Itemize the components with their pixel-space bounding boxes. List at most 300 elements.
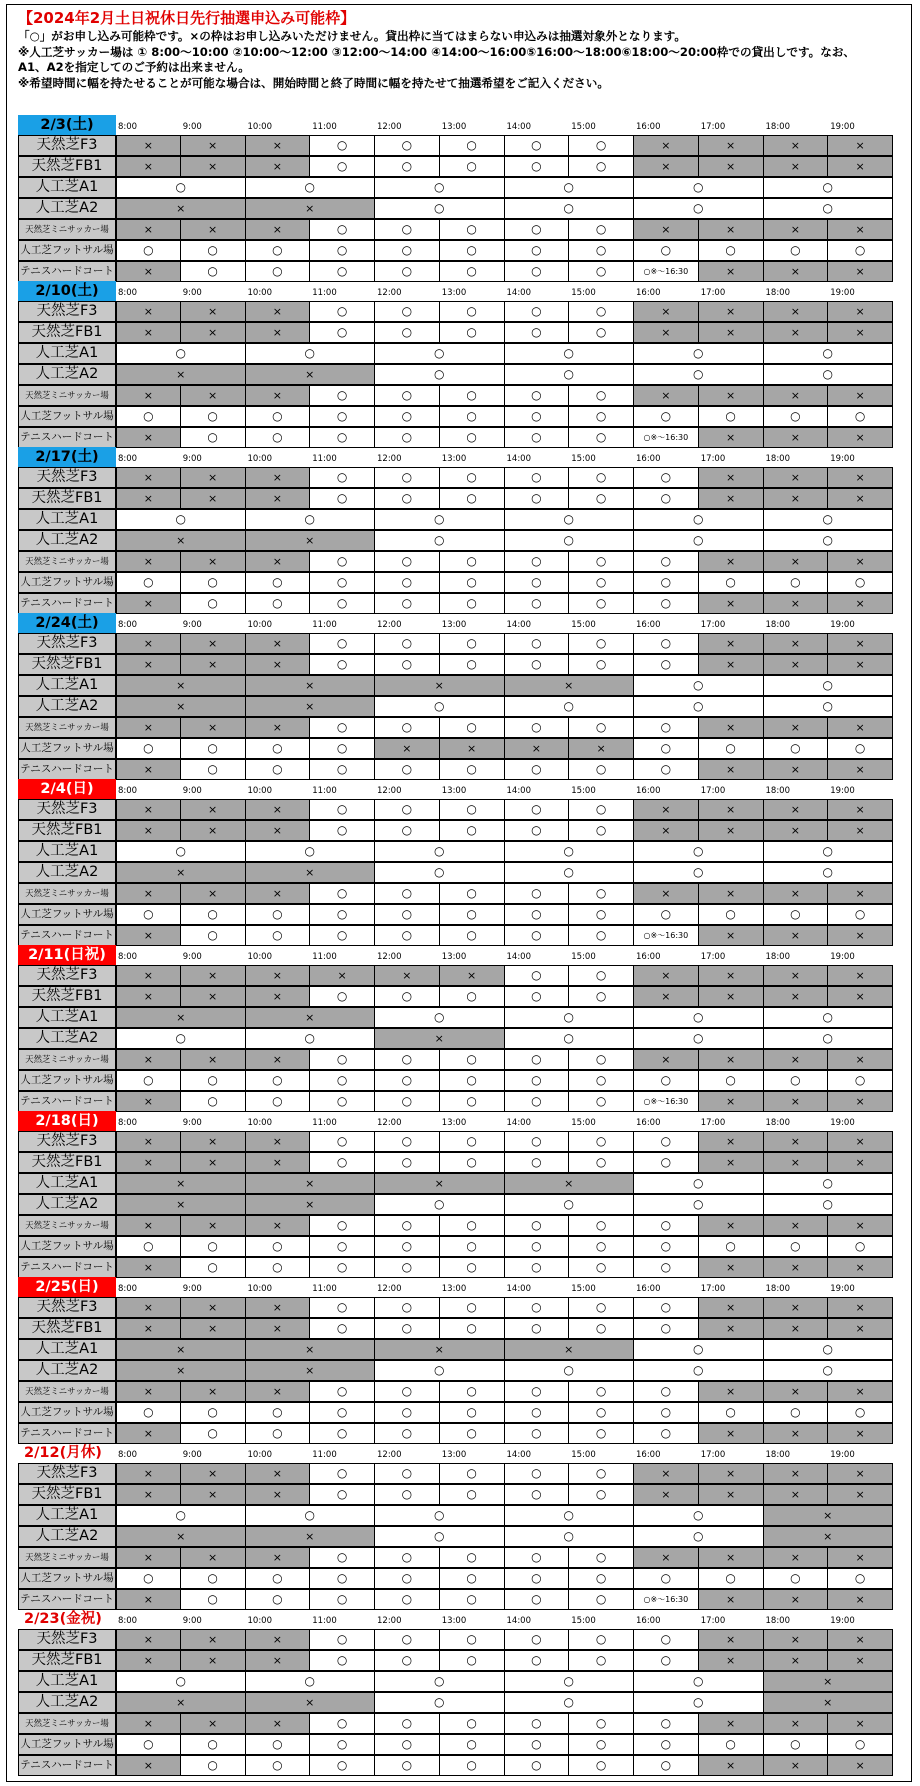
facility-row bbox=[18, 1028, 893, 1049]
day-header bbox=[18, 1277, 893, 1297]
slot-available: ○ bbox=[245, 240, 311, 261]
facility-label: 天然芝ミニサッカー場 bbox=[18, 551, 116, 572]
slot-unavailable: × bbox=[374, 1339, 505, 1360]
facility-row bbox=[18, 1131, 893, 1152]
slot-available: ○ bbox=[439, 633, 505, 654]
slot-unavailable: × bbox=[116, 1547, 181, 1568]
facility-label: 人工芝A1 bbox=[18, 675, 116, 696]
hour-label: 13:00 bbox=[441, 1450, 467, 1460]
facility-label: 天然芝FB1 bbox=[18, 820, 116, 841]
slot-available: ○ bbox=[568, 1318, 634, 1339]
slot-available: ○ bbox=[439, 427, 505, 448]
slot-unavailable: × bbox=[245, 696, 376, 717]
hour-label: 8:00 bbox=[118, 1616, 138, 1626]
hour-label: 16:00 bbox=[636, 1284, 661, 1294]
slot-available: ○ bbox=[374, 385, 440, 406]
facility-label: 天然芝F3 bbox=[18, 301, 116, 322]
slot-available: ○ bbox=[439, 1297, 505, 1318]
slot-unavailable: × bbox=[763, 1257, 829, 1278]
slot-available: ○ bbox=[827, 738, 893, 759]
slot-unavailable: × bbox=[698, 593, 764, 614]
slot-available: ○ bbox=[504, 1650, 570, 1671]
slot-available: ○ bbox=[763, 364, 894, 385]
slot-unavailable: × bbox=[763, 1318, 829, 1339]
hour-label: 13:00 bbox=[441, 454, 467, 464]
slot-available: ○ bbox=[309, 1463, 375, 1484]
hour-label: 14:00 bbox=[506, 288, 531, 298]
slot-available: ○ bbox=[827, 1734, 893, 1755]
slot-unavailable: × bbox=[698, 1629, 764, 1650]
slot-unavailable: × bbox=[245, 1463, 311, 1484]
slot-available: ○ bbox=[633, 1131, 699, 1152]
slot-available: ○ bbox=[245, 343, 376, 364]
facility-row bbox=[18, 1318, 893, 1339]
slot-unavailable: × bbox=[827, 1629, 893, 1650]
hour-label: 14:00 bbox=[506, 1284, 531, 1294]
slot-available: ○ bbox=[633, 654, 699, 675]
slot-available: ○ bbox=[633, 841, 764, 862]
slot-available: ○ bbox=[180, 1734, 246, 1755]
slot-unavailable: × bbox=[827, 1049, 893, 1070]
slot-unavailable: × bbox=[763, 799, 829, 820]
hour-label: 16:00 bbox=[636, 122, 661, 132]
slot-unavailable: × bbox=[698, 135, 764, 156]
slot-unavailable: × bbox=[180, 1297, 246, 1318]
hour-label: 14:00 bbox=[506, 454, 531, 464]
slot-unavailable: × bbox=[763, 1671, 894, 1692]
slot-available: ○ bbox=[504, 1257, 570, 1278]
slot-unavailable: × bbox=[116, 883, 181, 904]
slot-unavailable: × bbox=[827, 1381, 893, 1402]
facility-label: テニスハードコート bbox=[18, 1091, 116, 1112]
slot-unavailable: × bbox=[763, 1423, 829, 1444]
slot-unavailable: × bbox=[180, 633, 246, 654]
hour-label: 18:00 bbox=[765, 1450, 790, 1460]
slot-unavailable: × bbox=[245, 675, 376, 696]
facility-label: 天然芝FB1 bbox=[18, 322, 116, 343]
slot-available: ○ bbox=[374, 1007, 505, 1028]
slot-available: ○ bbox=[504, 633, 570, 654]
slot-unavailable: × bbox=[763, 467, 829, 488]
slot-available: ○ bbox=[374, 1402, 440, 1423]
hour-label: 12:00 bbox=[377, 1118, 402, 1128]
slot-available: ○ bbox=[439, 1484, 505, 1505]
slot-available: ○ bbox=[504, 240, 570, 261]
slot-available: ○ bbox=[439, 799, 505, 820]
slot-unavailable: × bbox=[180, 551, 246, 572]
hour-label: 13:00 bbox=[441, 1118, 467, 1128]
slot-available: ○ bbox=[374, 177, 505, 198]
slot-available: ○ bbox=[504, 593, 570, 614]
slot-available: ○ bbox=[116, 1671, 246, 1692]
slot-unavailable: × bbox=[116, 551, 181, 572]
slot-available: ○ bbox=[763, 841, 894, 862]
slot-available: ○ bbox=[374, 1463, 440, 1484]
slot-available: ○ bbox=[633, 467, 699, 488]
slot-unavailable: × bbox=[245, 799, 311, 820]
slot-available: ○ bbox=[309, 654, 375, 675]
slot-unavailable: × bbox=[698, 965, 764, 986]
slot-available: ○ bbox=[633, 633, 699, 654]
facility-row bbox=[18, 488, 893, 509]
slot-unavailable: × bbox=[763, 322, 829, 343]
slot-available: ○ bbox=[180, 1091, 246, 1112]
facility-label: 天然芝ミニサッカー場 bbox=[18, 1713, 116, 1734]
facility-label: 天然芝ミニサッカー場 bbox=[18, 883, 116, 904]
slot-unavailable: × bbox=[827, 1423, 893, 1444]
slot-unavailable: × bbox=[698, 759, 764, 780]
slot-unavailable: × bbox=[245, 1547, 311, 1568]
slot-available: ○ bbox=[763, 1734, 829, 1755]
slot-unavailable: × bbox=[245, 1650, 311, 1671]
slot-available: ○ bbox=[633, 759, 699, 780]
facility-row bbox=[18, 261, 893, 282]
page-title: 【2024年2月土日祝休日先行抽選申込み可能枠】 bbox=[18, 9, 356, 27]
slot-unavailable: × bbox=[698, 385, 764, 406]
slot-unavailable: × bbox=[698, 219, 764, 240]
slot-available: ○ bbox=[309, 1629, 375, 1650]
slot-available: ○ bbox=[568, 261, 634, 282]
slot-available: ○ bbox=[374, 1650, 440, 1671]
slot-available: ○ bbox=[763, 1360, 894, 1381]
slot-unavailable: × bbox=[698, 1049, 764, 1070]
slot-available: ○ bbox=[245, 1423, 311, 1444]
slot-unavailable: × bbox=[633, 986, 699, 1007]
slot-available: ○ bbox=[504, 759, 570, 780]
slot-unavailable: × bbox=[180, 1318, 246, 1339]
facility-row bbox=[18, 841, 893, 862]
hour-label: 15:00 bbox=[571, 288, 596, 298]
hour-label: 12:00 bbox=[377, 1284, 402, 1294]
hour-label: 10:00 bbox=[247, 1118, 272, 1128]
day-date-label: 2/23(金祝) bbox=[24, 1611, 102, 1627]
facility-label: 人工芝A1 bbox=[18, 509, 116, 530]
slot-unavailable: × bbox=[504, 675, 635, 696]
slot-unavailable: × bbox=[374, 1173, 505, 1194]
day-header bbox=[18, 115, 893, 135]
slot-available: ○ bbox=[504, 986, 570, 1007]
hour-header-row bbox=[116, 1277, 893, 1297]
slot-available: ○ bbox=[633, 364, 764, 385]
slot-unavailable: × bbox=[827, 759, 893, 780]
slot-available: ○ bbox=[504, 965, 570, 986]
slot-available: ○ bbox=[439, 261, 505, 282]
slot-available: ○ bbox=[633, 1028, 764, 1049]
facility-row bbox=[18, 1236, 893, 1257]
slot-unavailable: × bbox=[504, 1339, 635, 1360]
slot-available: ○ bbox=[245, 1589, 311, 1610]
slot-available: ○ bbox=[374, 1589, 440, 1610]
slot-unavailable: × bbox=[116, 1152, 181, 1173]
facility-label: 天然芝F3 bbox=[18, 965, 116, 986]
slot-available: ○ bbox=[504, 406, 570, 427]
slot-available: ○ bbox=[763, 675, 894, 696]
slot-unavailable: × bbox=[116, 385, 181, 406]
slot-available: ○ bbox=[439, 467, 505, 488]
slot-available: ○ bbox=[309, 986, 375, 1007]
slot-unavailable: × bbox=[763, 385, 829, 406]
facility-row bbox=[18, 1671, 893, 1692]
slot-available: ○ bbox=[439, 820, 505, 841]
slot-available: ○ bbox=[374, 1215, 440, 1236]
hour-header-row bbox=[116, 115, 893, 135]
hour-label: 12:00 bbox=[377, 1616, 402, 1626]
slot-available: ○ bbox=[504, 1318, 570, 1339]
slot-available: ○※～16:30 bbox=[633, 925, 699, 946]
hour-label: 10:00 bbox=[247, 1284, 272, 1294]
slot-unavailable: × bbox=[245, 1297, 311, 1318]
facility-row bbox=[18, 135, 893, 156]
slot-available: ○ bbox=[568, 1463, 634, 1484]
hour-label: 10:00 bbox=[247, 1450, 272, 1460]
slot-available: ○ bbox=[116, 1402, 181, 1423]
slot-unavailable: × bbox=[245, 1629, 311, 1650]
slot-available: ○ bbox=[245, 1236, 311, 1257]
slot-unavailable: × bbox=[245, 1360, 376, 1381]
slot-available: ○ bbox=[633, 1650, 699, 1671]
slot-available: ○ bbox=[504, 1568, 570, 1589]
hour-label: 11:00 bbox=[312, 288, 337, 298]
slot-unavailable: × bbox=[180, 1484, 246, 1505]
hour-label: 17:00 bbox=[700, 454, 726, 464]
slot-available: ○ bbox=[504, 1423, 570, 1444]
facility-label: テニスハードコート bbox=[18, 1257, 116, 1278]
slot-available: ○ bbox=[568, 1049, 634, 1070]
slot-available: ○ bbox=[568, 1402, 634, 1423]
day-date-label: 2/4(日) bbox=[18, 779, 116, 799]
slot-available: ○ bbox=[827, 1070, 893, 1091]
slot-available: ○ bbox=[374, 1526, 505, 1547]
slot-available: ○ bbox=[116, 1734, 181, 1755]
slot-available: ○ bbox=[568, 1629, 634, 1650]
slot-available: ○ bbox=[309, 219, 375, 240]
slot-unavailable: × bbox=[763, 1629, 829, 1650]
slot-unavailable: × bbox=[633, 1547, 699, 1568]
facility-label: 天然芝F3 bbox=[18, 633, 116, 654]
slot-available: ○ bbox=[439, 1381, 505, 1402]
slot-available: ○ bbox=[633, 406, 699, 427]
slot-available: ○ bbox=[633, 738, 699, 759]
facility-row bbox=[18, 301, 893, 322]
slot-available: ○ bbox=[245, 1505, 376, 1526]
facility-row bbox=[18, 572, 893, 593]
slot-available: ○ bbox=[374, 572, 440, 593]
slot-available: ○ bbox=[180, 1070, 246, 1091]
slot-available: ○ bbox=[763, 509, 894, 530]
hour-header-row bbox=[116, 945, 893, 965]
slot-available: ○ bbox=[698, 904, 764, 925]
slot-available: ○ bbox=[374, 1484, 440, 1505]
slot-unavailable: × bbox=[698, 467, 764, 488]
facility-row bbox=[18, 1568, 893, 1589]
hour-label: 17:00 bbox=[700, 1118, 726, 1128]
slot-available: ○ bbox=[309, 1650, 375, 1671]
slot-available: ○ bbox=[439, 1236, 505, 1257]
slot-available: ○ bbox=[439, 572, 505, 593]
facility-row bbox=[18, 1049, 893, 1070]
slot-unavailable: × bbox=[245, 654, 311, 675]
hour-label: 17:00 bbox=[700, 952, 726, 962]
slot-available: ○ bbox=[504, 841, 635, 862]
slot-available: ○ bbox=[374, 1629, 440, 1650]
slot-available: ○ bbox=[374, 1194, 505, 1215]
facility-row bbox=[18, 883, 893, 904]
hour-label: 19:00 bbox=[830, 952, 855, 962]
slot-unavailable: × bbox=[116, 1194, 246, 1215]
slot-available: ○ bbox=[633, 1423, 699, 1444]
slot-unavailable: × bbox=[827, 551, 893, 572]
slot-available: ○ bbox=[698, 1402, 764, 1423]
slot-available: ○ bbox=[504, 1070, 570, 1091]
slot-available: ○ bbox=[698, 738, 764, 759]
slot-available: ○ bbox=[827, 1402, 893, 1423]
slot-unavailable: × bbox=[763, 820, 829, 841]
slot-unavailable: × bbox=[245, 965, 311, 986]
hour-label: 18:00 bbox=[765, 952, 790, 962]
slot-unavailable: × bbox=[116, 219, 181, 240]
slot-available: ○ bbox=[568, 156, 634, 177]
hour-label: 14:00 bbox=[506, 786, 531, 796]
day-header bbox=[18, 1609, 893, 1629]
slot-available: ○ bbox=[439, 135, 505, 156]
slot-unavailable: × bbox=[827, 654, 893, 675]
slot-unavailable: × bbox=[827, 385, 893, 406]
slot-available: ○ bbox=[439, 717, 505, 738]
day-date-label: 2/24(土) bbox=[18, 613, 116, 633]
slot-available: ○ bbox=[439, 1568, 505, 1589]
note-line: ※人工芝サッカー場は ① 8:00～10:00 ②10:00～12:00 ③12:00～14:00 ④14:00～16:00⑤16:00～18:00⑥18:00～20:00枠での貸出しです。なお、 bbox=[18, 44, 856, 59]
facility-row bbox=[18, 551, 893, 572]
hour-label: 16:00 bbox=[636, 1616, 661, 1626]
slot-available: ○ bbox=[504, 198, 635, 219]
slot-available: ○ bbox=[180, 1755, 246, 1776]
slot-unavailable: × bbox=[180, 1381, 246, 1402]
slot-unavailable: × bbox=[245, 820, 311, 841]
facility-label: 人工芝フットサル場 bbox=[18, 240, 116, 261]
slot-available: ○ bbox=[568, 240, 634, 261]
slot-available: ○ bbox=[633, 1173, 764, 1194]
slot-available: ○ bbox=[180, 261, 246, 282]
slot-available: ○ bbox=[439, 488, 505, 509]
slot-available: ○※～16:30 bbox=[633, 261, 699, 282]
slot-unavailable: × bbox=[116, 675, 246, 696]
slot-available: ○ bbox=[116, 406, 181, 427]
facility-label: 人工芝A2 bbox=[18, 1692, 116, 1713]
facility-label: 人工芝A2 bbox=[18, 1194, 116, 1215]
day-header bbox=[18, 945, 893, 965]
hour-label: 18:00 bbox=[765, 1118, 790, 1128]
hour-label: 19:00 bbox=[830, 620, 855, 630]
slot-available: ○ bbox=[504, 1152, 570, 1173]
slot-unavailable: × bbox=[763, 1297, 829, 1318]
slot-available: ○ bbox=[568, 654, 634, 675]
slot-unavailable: × bbox=[180, 219, 246, 240]
hour-label: 8:00 bbox=[118, 1284, 138, 1294]
slot-available: ○ bbox=[698, 406, 764, 427]
slot-available: ○ bbox=[827, 572, 893, 593]
slot-available: ○ bbox=[763, 696, 894, 717]
slot-unavailable: × bbox=[763, 1381, 829, 1402]
slot-unavailable: × bbox=[245, 301, 311, 322]
slot-unavailable: × bbox=[180, 654, 246, 675]
slot-available: ○ bbox=[309, 1131, 375, 1152]
slot-unavailable: × bbox=[698, 1152, 764, 1173]
slot-available: ○ bbox=[504, 820, 570, 841]
slot-available: ○※～16:30 bbox=[633, 427, 699, 448]
hour-label: 11:00 bbox=[312, 952, 337, 962]
hour-label: 19:00 bbox=[830, 122, 855, 132]
slot-unavailable: × bbox=[698, 820, 764, 841]
slot-unavailable: × bbox=[180, 135, 246, 156]
facility-row bbox=[18, 219, 893, 240]
slot-unavailable: × bbox=[245, 986, 311, 1007]
slot-available: ○ bbox=[633, 488, 699, 509]
hour-label: 13:00 bbox=[441, 122, 467, 132]
slot-available: ○ bbox=[309, 572, 375, 593]
hour-label: 15:00 bbox=[571, 1450, 596, 1460]
facility-label: テニスハードコート bbox=[18, 261, 116, 282]
slot-unavailable: × bbox=[116, 1318, 181, 1339]
slot-available: ○ bbox=[633, 240, 699, 261]
slot-unavailable: × bbox=[245, 717, 311, 738]
slot-available: ○ bbox=[374, 883, 440, 904]
slot-available: ○ bbox=[504, 654, 570, 675]
slot-unavailable: × bbox=[698, 1297, 764, 1318]
hour-label: 13:00 bbox=[441, 620, 467, 630]
facility-label: テニスハードコート bbox=[18, 427, 116, 448]
slot-unavailable: × bbox=[180, 1547, 246, 1568]
slot-available: ○ bbox=[439, 759, 505, 780]
facility-row bbox=[18, 467, 893, 488]
slot-available: ○ bbox=[504, 509, 635, 530]
hour-label: 15:00 bbox=[571, 786, 596, 796]
slot-unavailable: × bbox=[633, 1484, 699, 1505]
slot-unavailable: × bbox=[763, 1152, 829, 1173]
slot-available: ○ bbox=[568, 633, 634, 654]
facility-row bbox=[18, 1484, 893, 1505]
facility-label: 天然芝ミニサッカー場 bbox=[18, 1381, 116, 1402]
slot-available: ○ bbox=[568, 820, 634, 841]
slot-unavailable: × bbox=[245, 1339, 376, 1360]
slot-unavailable: × bbox=[633, 799, 699, 820]
slot-available: ○ bbox=[180, 406, 246, 427]
slot-available: ○ bbox=[633, 1297, 699, 1318]
slot-available: ○ bbox=[374, 322, 440, 343]
slot-unavailable: × bbox=[763, 301, 829, 322]
slot-unavailable: × bbox=[698, 1215, 764, 1236]
day-date-label: 2/11(日祝) bbox=[18, 945, 116, 965]
slot-available: ○ bbox=[504, 1589, 570, 1610]
slot-available: ○ bbox=[504, 364, 635, 385]
slot-unavailable: × bbox=[245, 156, 311, 177]
hour-label: 10:00 bbox=[247, 454, 272, 464]
slot-available: ○ bbox=[763, 1173, 894, 1194]
slot-unavailable: × bbox=[827, 219, 893, 240]
slot-unavailable: × bbox=[827, 965, 893, 986]
slot-available: ○ bbox=[374, 1381, 440, 1402]
facility-label: 人工芝A2 bbox=[18, 1028, 116, 1049]
slot-available: ○ bbox=[504, 1629, 570, 1650]
slot-available: ○ bbox=[633, 696, 764, 717]
hour-label: 19:00 bbox=[830, 1118, 855, 1128]
facility-label: 天然芝ミニサッカー場 bbox=[18, 1547, 116, 1568]
slot-available: ○ bbox=[439, 654, 505, 675]
hour-label: 8:00 bbox=[118, 952, 138, 962]
hour-label: 14:00 bbox=[506, 1450, 531, 1460]
slot-unavailable: × bbox=[827, 799, 893, 820]
slot-unavailable: × bbox=[698, 1589, 764, 1610]
hour-label: 14:00 bbox=[506, 1616, 531, 1626]
